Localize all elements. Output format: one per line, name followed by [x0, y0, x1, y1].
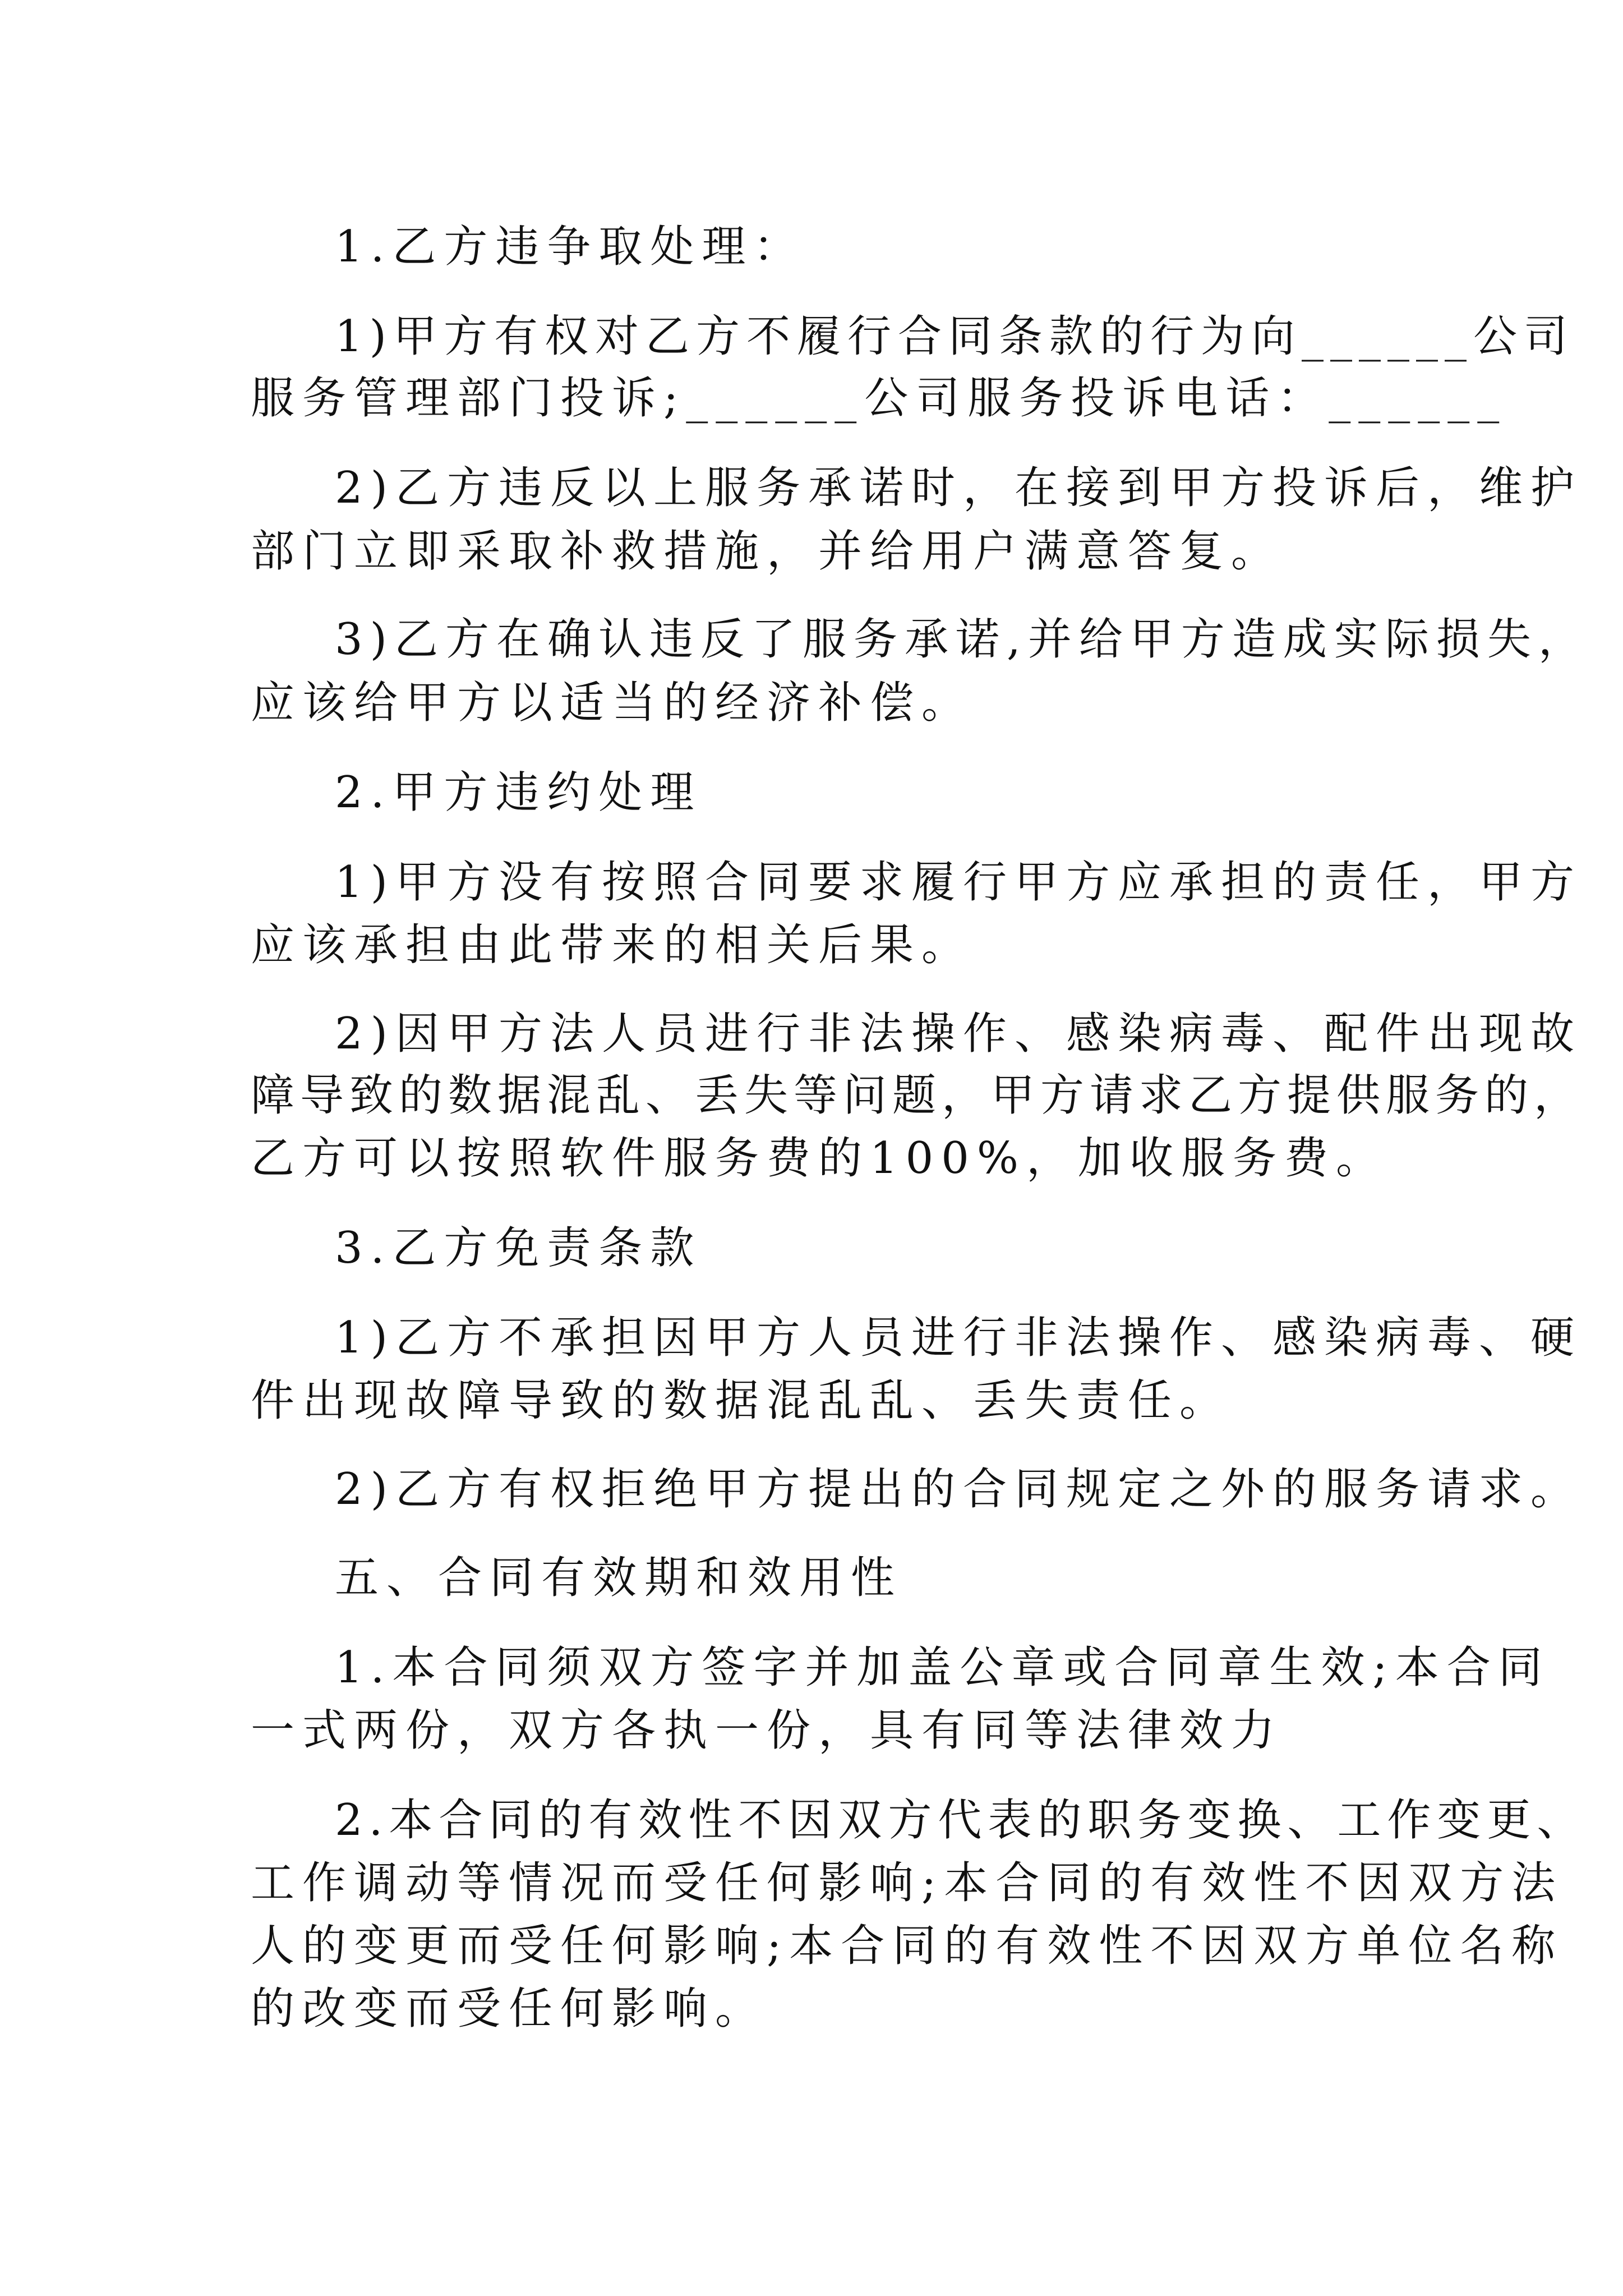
section-heading-validity: 五、合同有效期和效用性	[335, 1553, 903, 1603]
clause-text: 一式两份，双方各执一份，具有同等法律效力	[251, 1705, 1283, 1756]
clause-text: 1)甲方没有按照合同要求履行甲方应承担的责任，甲方	[335, 857, 1583, 908]
clause-text: 服务管理部门投诉;______公司服务投诉电话：______	[251, 373, 1507, 424]
clause-text: 3)乙方在确认违反了服务承诺,并给甲方造成实际损失，	[335, 614, 1589, 665]
clause-text: 1.本合同须双方签字并加盖公章或合同章生效;本合同	[335, 1642, 1550, 1693]
section-heading-party-b-breach: 1.乙方违争取处理：	[335, 222, 805, 272]
clause-text: 应该承担由此带来的相关后果。	[251, 920, 974, 970]
clause-text: 部门立即采取补救措施，并给用户满意答复。	[251, 526, 1283, 577]
clause-text: 人的变更而受任何影响;本合同的有效性不因双方单位名称	[251, 1921, 1564, 1971]
clause-text: 乙方可以按照软件服务费的100%，加收服务费。	[251, 1133, 1387, 1184]
clause-text: 件出现故障导致的数据混乱乱、丢失责任。	[251, 1375, 1232, 1426]
clause-text: 应该给甲方以适当的经济补偿。	[251, 678, 974, 728]
clause-text: 工作调动等情况而受任何影响;本合同的有效性不因双方法	[251, 1858, 1564, 1908]
clause-text: 障导致的数据混乱、丢失等问题，甲方请求乙方提供服务的，	[251, 1070, 1584, 1121]
section-heading-exemption: 3.乙方免责条款	[335, 1223, 702, 1273]
clause-text: 2)乙方违反以上服务承诺时，在接到甲方投诉后，维护	[335, 463, 1583, 513]
clause-text: 2)乙方有权拒绝甲方提出的合同规定之外的服务请求。	[335, 1464, 1583, 1515]
clause-text: 2)因甲方法人员进行非法操作、感染病毒、配件出现故	[335, 1009, 1583, 1059]
clause-text: 1)甲方有权对乙方不履行合同条款的行为向______公司	[335, 311, 1575, 362]
clause-text: 2.本合同的有效性不因双方代表的职务变换、工作变更、	[335, 1795, 1587, 1846]
section-heading-party-a-breach: 2.甲方违约处理	[335, 767, 702, 818]
clause-text: 1)乙方不承担因甲方人员进行非法操作、感染病毒、硬	[335, 1313, 1583, 1363]
clause-text: 的改变而受任何影响。	[251, 1984, 767, 2034]
